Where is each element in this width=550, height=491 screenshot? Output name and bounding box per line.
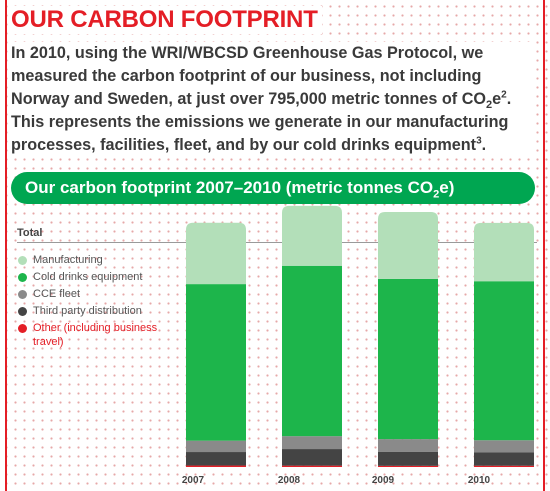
bar-2007-other-including-business-travel <box>186 466 246 467</box>
bar-2009-manufacturing <box>378 212 438 279</box>
bar-2010-third-party-distribution <box>474 453 534 466</box>
bar-2008-other-including-business-travel <box>282 466 342 467</box>
intro-footnote-2: 2 <box>501 89 507 101</box>
chart-title-sub: 2 <box>433 188 440 201</box>
bar-2008-third-party-distribution <box>282 449 342 466</box>
bar-2010-cold-drinks-equipment <box>474 281 534 440</box>
intro-text-4: . <box>481 136 487 154</box>
bar-2007-third-party-distribution <box>186 452 246 466</box>
page-title: OUR CARBON FOOTPRINT <box>11 6 322 34</box>
year-label-2009: 2009 <box>371 475 395 486</box>
legend-label: Other (including business travel) <box>33 322 158 348</box>
legend-label: CCE fleet <box>33 288 81 300</box>
year-label-2007: 2007 <box>181 475 205 486</box>
bar-2009-cce-fleet <box>378 439 438 452</box>
intro-text-1: In 2010, using the WRI/WBCSD Greenhouse Gas Protocol, we measured the carbon footprint of our business, not including Norway and Sweden, at just over 795,000 metric tonnes of CO <box>11 44 486 108</box>
bar-2009-third-party-distribution <box>378 452 438 466</box>
bar-2007-manufacturing <box>186 223 246 284</box>
bar-2009-other-including-business-travel <box>378 466 438 467</box>
bar-2007-cold-drinks-equipment <box>186 284 246 441</box>
bar-2009-cold-drinks-equipment <box>378 279 438 439</box>
intro-text-2: e <box>492 90 502 108</box>
bar-2010-other-including-business-travel <box>474 466 534 467</box>
bar-2008-cce-fleet <box>282 436 342 449</box>
legend-label: Cold drinks equipment <box>33 271 143 283</box>
legend-label: Manufacturing <box>33 254 103 266</box>
bar-2010-cce-fleet <box>474 440 534 452</box>
intro-footnote-3: 3 <box>476 135 482 147</box>
total-label: Total <box>17 227 43 239</box>
chart-title-end: e) <box>439 178 455 197</box>
year-label-2010: 2010 <box>467 475 491 486</box>
intro-text-3: . This represents the emissions we generate in our manufacturing processes, facilities, fleet, and by our cold drinks equipment <box>11 90 512 154</box>
year-label-2008: 2008 <box>277 475 301 486</box>
bar-2007-cce-fleet <box>186 441 246 452</box>
bar-2010-manufacturing <box>474 223 534 281</box>
legend-label: Third party distribution <box>33 305 142 317</box>
intro-sub-2: 2 <box>485 99 493 112</box>
bar-2008-cold-drinks-equipment <box>282 266 342 436</box>
chart-title-main: Our carbon footprint 2007–2010 (metric tonnes CO <box>25 178 434 197</box>
bar-2008-manufacturing <box>282 206 342 266</box>
